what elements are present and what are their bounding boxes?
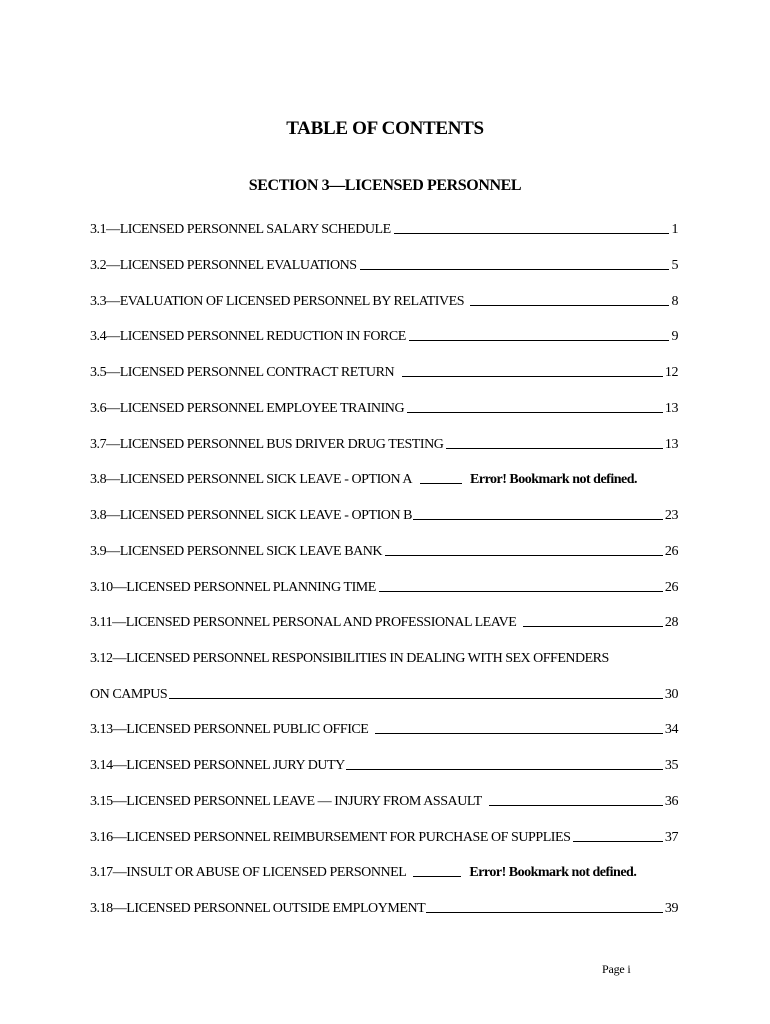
toc-entry-label: 3.8—LICENSED PERSONNEL SICK LEAVE - OPTION A [90,472,413,487]
toc-entry-label: 3.11—LICENSED PERSONNEL PERSONAL AND PROFESSIONAL LEAVE [90,615,517,630]
toc-entry[interactable] [90,645,678,667]
toc-leader [379,591,663,592]
toc-leader [523,626,662,627]
toc-entry[interactable] [90,431,678,453]
toc-entry-page: 8 [671,294,678,309]
toc-entry-page: 26 [664,580,678,595]
toc-entry-label: 3.17—INSULT OR ABUSE OF LICENSED PERSONNEL [90,865,407,880]
page-title: TABLE OF CONTENTS [286,118,484,139]
toc-leader [394,233,670,234]
toc-entry-label: 3.13—LICENSED PERSONNEL PUBLIC OFFICE [90,722,369,737]
toc-entry[interactable] [90,252,678,274]
toc-entry-page: 23 [664,508,678,523]
toc-leader [169,698,663,699]
toc-entry-page: 37 [664,830,678,845]
toc-entry-label: 3.18—LICENSED PERSONNEL OUTSIDE EMPLOYMENT [90,901,426,916]
toc-leader [409,340,670,341]
toc-entry-label: 3.6—LICENSED PERSONNEL EMPLOYEE TRAINING [90,401,405,416]
toc-entry[interactable] [90,395,678,417]
toc-entry-page-error: Error! Bookmark not defined. [469,865,637,880]
toc-entry[interactable] [90,895,678,917]
toc-leader [385,555,663,556]
toc-entry[interactable] [90,752,678,774]
toc-leader [573,841,662,842]
toc-entry[interactable] [90,574,678,596]
toc-entry-page: 30 [664,687,678,702]
toc-entry-page: 13 [664,437,678,452]
toc-entry-page: 12 [664,365,678,380]
toc-entry-continuation[interactable] [90,681,678,703]
toc-leader [402,376,663,377]
toc-entry-label: 3.3—EVALUATION OF LICENSED PERSONNEL BY RELATIVES [90,294,465,309]
toc-entry[interactable] [90,859,678,881]
toc-entry[interactable] [90,824,678,846]
toc-leader [446,448,662,449]
toc-entry-label: 3.9—LICENSED PERSONNEL SICK LEAVE BANK [90,544,383,559]
toc-entry[interactable] [90,216,678,238]
toc-entry-page: 34 [664,722,678,737]
toc-entry-label: 3.2—LICENSED PERSONNEL EVALUATIONS [90,258,357,273]
toc-leader [375,733,662,734]
toc-leader [426,912,663,913]
toc-entry[interactable] [90,788,678,810]
toc-entry-page: 39 [664,901,678,916]
toc-leader [489,805,663,806]
toc-entry-page: 36 [664,794,678,809]
toc-leader [407,412,663,413]
toc-entry-page: 9 [671,329,678,344]
toc-entry[interactable] [90,466,678,488]
toc-entry-page: 13 [664,401,678,416]
toc-entry-label: 3.15—LICENSED PERSONNEL LEAVE — INJURY FROM ASSAULT [90,794,482,809]
toc-entry-label: 3.8—LICENSED PERSONNEL SICK LEAVE - OPTION B [90,508,413,523]
toc-entry-page: 5 [671,258,678,273]
toc-entry[interactable] [90,609,678,631]
toc-entry-label: 3.10—LICENSED PERSONNEL PLANNING TIME [90,580,376,595]
toc-leader [360,269,670,270]
toc-entry-label: 3.1—LICENSED PERSONNEL SALARY SCHEDULE [90,222,391,237]
toc-entry-page: 26 [664,544,678,559]
toc-entry-page-error: Error! Bookmark not defined. [470,472,638,487]
toc-leader [470,305,669,306]
toc-entry[interactable] [90,502,678,524]
toc-entry[interactable] [90,538,678,560]
toc-entry[interactable] [90,716,678,738]
toc-entry-label: ON CAMPUS [90,687,168,702]
page-number: Page i [602,962,631,976]
toc-entry-page: 35 [664,758,678,773]
toc-entry-label: 3.12—LICENSED PERSONNEL RESPONSIBILITIES IN DEALING WITH SEX OFFENDERS [90,651,609,666]
toc-entry[interactable] [90,288,678,310]
toc-entry-label: 3.16—LICENSED PERSONNEL REIMBURSEMENT FOR PURCHASE OF SUPPLIES [90,830,571,845]
toc-leader [346,769,663,770]
toc-leader [420,483,462,484]
toc-entry-label: 3.7—LICENSED PERSONNEL BUS DRIVER DRUG TESTING [90,437,444,452]
toc-entry[interactable] [90,323,678,345]
section-heading: SECTION 3—LICENSED PERSONNEL [248,177,522,194]
toc-entry-label: 3.4—LICENSED PERSONNEL REDUCTION IN FORCE [90,329,406,344]
toc-leader [413,876,461,877]
toc-entry-page: 28 [664,615,678,630]
toc-entry[interactable] [90,359,678,381]
toc-entry-label: 3.14—LICENSED PERSONNEL JURY DUTY [90,758,345,773]
toc-entry-label: 3.5—LICENSED PERSONNEL CONTRACT RETURN [90,365,395,380]
toc-leader [413,519,663,520]
toc-entry-page: 1 [671,222,678,237]
